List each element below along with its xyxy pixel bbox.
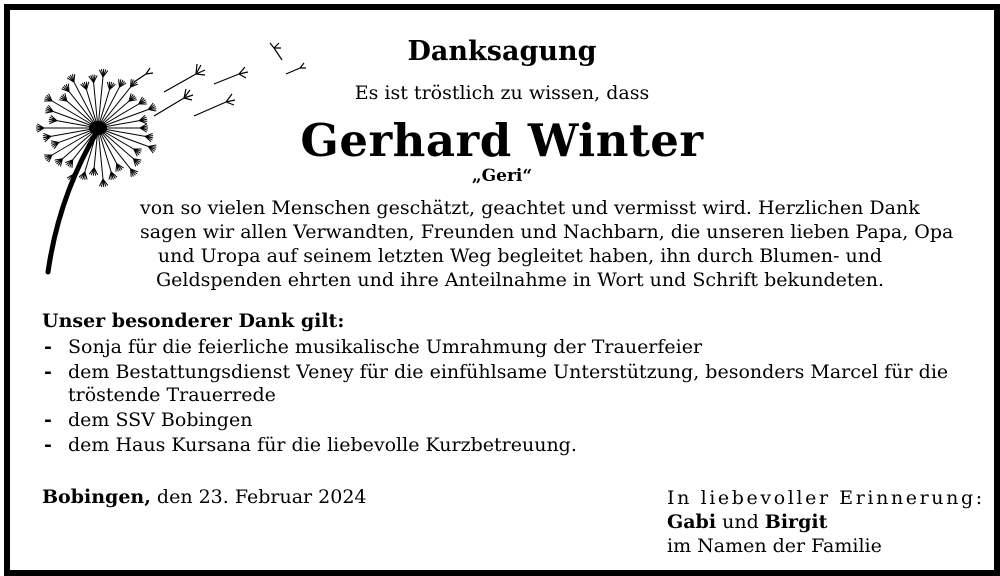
signer-conjunction: und <box>722 511 759 533</box>
place-date <box>42 486 367 508</box>
list-item-text: Sonja für die feierliche musikalische Umrahmung der Trauerfeier <box>68 336 702 358</box>
list-item <box>42 361 972 407</box>
signer-name: Gabi <box>667 511 716 533</box>
notice-title: Danksagung <box>10 36 994 67</box>
thanks-list <box>42 336 972 459</box>
list-item-text: dem Bestattungsdienst Veney für die einfühlsame Unterstützung, besonders Marcel für die tröstende Trauerrede <box>68 361 948 406</box>
memory-heading: In liebevoller Erinnerung: <box>667 486 985 510</box>
nickname: „Geri“ <box>10 166 994 186</box>
bullet-dash: - <box>44 336 52 359</box>
signer-name: Birgit <box>765 511 828 533</box>
bullet-dash: - <box>44 434 52 457</box>
list-item-text: dem Haus Kursana für die liebevolle Kurzbetreuung. <box>68 434 577 456</box>
family-line: im Namen der Familie <box>667 534 985 558</box>
bullet-dash: - <box>44 409 52 432</box>
paragraph-line: und Uropa auf seinem letzten Weg begleitet haben, ihn durch Blumen- und <box>140 244 900 268</box>
paragraph-line: Geldspenden ehrten und ihre Anteilnahme in Wort und Schrift bekundeten. <box>140 268 900 292</box>
date-text: den 23. Februar 2024 <box>157 486 367 508</box>
thanks-paragraph <box>140 196 900 292</box>
intro-text: Es ist tröstlich zu wissen, dass <box>10 82 994 104</box>
list-item <box>42 336 972 359</box>
list-item <box>42 409 972 432</box>
bullet-dash: - <box>44 361 52 384</box>
deceased-name: Gerhard Winter <box>10 114 994 167</box>
obituary-notice <box>4 4 1000 576</box>
signers <box>667 510 985 534</box>
paragraph-line: von so vielen Menschen geschätzt, geachtet und vermisst wird. Herzlichen Dank <box>140 196 900 220</box>
paragraph-line: sagen wir allen Verwandten, Freunden und Nachbarn, die unseren lieben Papa, Opa <box>140 220 900 244</box>
signature-block <box>667 486 985 558</box>
thanks-heading: Unser besonderer Dank gilt: <box>42 310 344 332</box>
list-item-text: dem SSV Bobingen <box>68 409 252 431</box>
list-item <box>42 434 972 457</box>
place-name: Bobingen, <box>42 486 151 508</box>
